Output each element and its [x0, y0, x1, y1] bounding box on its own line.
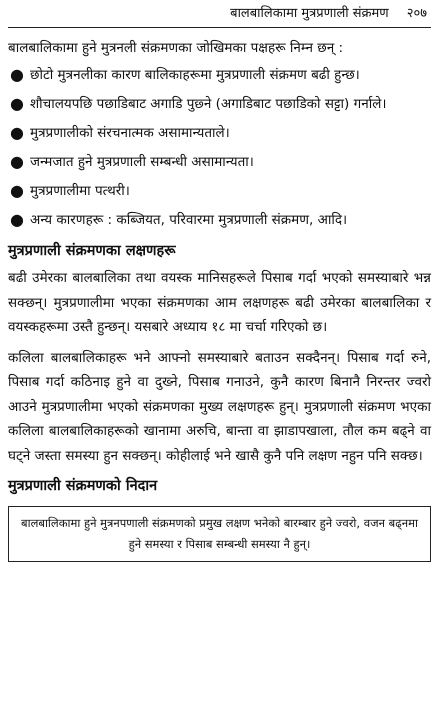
bullet-icon: ●: [10, 123, 24, 142]
risk-factors-intro: बालबालिकामा हुने मुत्रनली संक्रमणका जोखिमका पक्षहरू निम्न छन् :: [8, 40, 344, 56]
bullet-icon: ●: [10, 181, 24, 200]
list-item: ● अन्य कारणहरू : कब्जियत, परिवारमा मुत्रप्रणाली संक्रमण, आदि।: [8, 207, 431, 233]
page-number: २०७: [406, 6, 427, 21]
running-header: [8, 0, 431, 28]
symptoms-heading: मुत्रप्रणाली संक्रमणका लक्षणहरू: [8, 243, 176, 259]
list-item: ● शौचालयपछि पछाडिबाट अगाडि पुछ्ने (अगाडिबाट पछाडिको सट्टा) गर्नाले।: [8, 91, 431, 117]
symptoms-paragraph-older-children: बढी उमेरका बालबालिका तथा वयस्क मानिसहरूले पिसाब गर्दा भएको समस्याबारे भन्न सक्छन्। मुत्रप्रणालीमा भएका संक्रमणका आम लक्षणहरू बढी उमेरका बालबालिका र वयस्कहरूमा उस्तै हुन्छन्। यसबारे अध्याय १८ मा चर्चा गरिएको छ।: [8, 270, 431, 335]
risk-factors-section: [8, 36, 431, 233]
bullet-icon: ●: [10, 65, 24, 84]
diagnosis-heading: मुत्रप्रणाली संक्रमणको निदान: [8, 478, 158, 494]
symptoms-section: [8, 239, 431, 468]
bullet-icon: ●: [10, 152, 24, 171]
list-item: ● मुत्रप्रणालीमा पत्थरी।: [8, 178, 431, 204]
diagnosis-section: [8, 474, 431, 562]
list-item: ● मुत्रप्रणालीको संरचनात्मक असामान्यताले।: [8, 120, 431, 146]
list-item: ● छोटो मुत्रनलीका कारण बालिकाहरूमा मुत्रप्रणाली संक्रमण बढी हुन्छ।: [8, 62, 431, 88]
key-symptoms-callout: बालबालिकामा हुने मुत्रनपणाली संक्रमणको प्रमुख लक्षण भनेको बारम्बार हुने ज्वरो, वजन बढ्नमा हुने समस्या र पिसाब सम्बन्धी समस्या नै हुन्।: [8, 506, 431, 562]
bullet-icon: ●: [10, 94, 24, 113]
risk-factors-list: [8, 62, 431, 233]
list-item: ● जन्मजात हुने मुत्रप्रणाली सम्बन्धी असामान्यता।: [8, 149, 431, 175]
running-title: बालबालिकामा मुत्रप्रणाली संक्रमण: [230, 6, 389, 21]
bullet-icon: ●: [10, 210, 24, 229]
symptoms-paragraph-young-children: कलिला बालबालिकाहरू भने आफ्नो समस्याबारे बताउन सक्दैनन्। पिसाब गर्दा रुने, पिसाब गर्दा कठिनाइ हुने वा दुख्ने, पिसाब गनाउने, कुनै कारण बिनानै निरन्तर ज्वरो आउने मुत्रप्रणालीमा भएको संक्रमणका मुख्य लक्षणहरू हुन्। मुत्रप्रणाली संक्रमण भएका कलिला बालबालिकाहरूको खानामा अरुचि, बान्ता वा झाडापखाला, तौल कम बढ्ने वा घट्ने जस्ता समस्या हुन सक्छन्। कोहीलाई भने खासै कुनै पनि लक्षण नहुन पनि सक्छ।: [8, 349, 431, 464]
